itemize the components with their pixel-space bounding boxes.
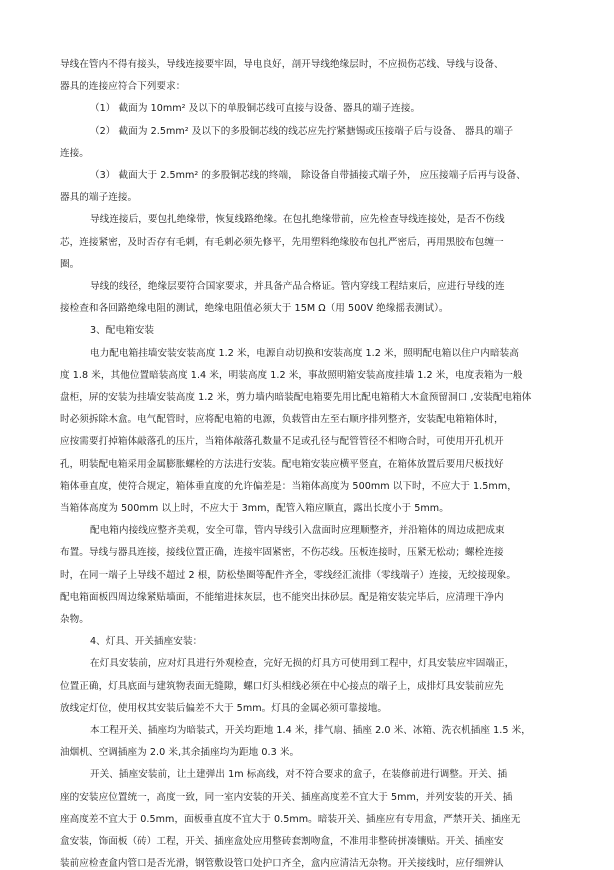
text-line: （2） 截面为 2.5mm² 及以下的多股铜芯线的线芯应先拧紧搪锡或压接端子后与设备、 器具的端子 — [90, 125, 514, 137]
text-line: 导线在管内不得有接头，导线连接要牢固，导电良好，剖开导线绝缘层时，不应损伤芯线、导线与设备、 — [60, 59, 504, 70]
text-line: 4、灯具、开关插座安装： — [90, 636, 203, 648]
text-line: 杂物。 — [60, 614, 89, 625]
text-line: （1） 截面为 10mm² 及以下的单股铜芯线可直接与设备、器具的端子连接。 — [90, 103, 421, 115]
text-line: 器具的连接应符合下列要求： — [60, 81, 186, 93]
text-line: 配电箱面板四周边缘紧贴墙面，不能缩进抹灰层，也不能突出抹砂层。配是箱安装完毕后，应清理干净内 — [60, 591, 504, 603]
text-line: 开关、插座安装前，让土建弹出 1m 标高线，对不符合要求的盒子，在装修前进行调整。开关、插 — [90, 769, 508, 781]
text-line: 导线的线径，绝缘层要符合国家要求，并具备产品合格证。管内穿线工程结束后，应进行导线的连 — [90, 281, 505, 292]
text-line: 盒安装，饰面板（砖）工程，开关、插座盒处应用整砖套割吻盒，不准用非整砖拼凑镶贴。开关、插座安 — [60, 836, 504, 847]
text-line: 3、配电箱安装 — [90, 325, 155, 337]
text-line: 电力配电箱挂墙安装安装高度 1.2 米，电源自动切换和安装高度 1.2 米，照明配电箱以住户内暗装高 — [90, 347, 519, 359]
text-line: 配电箱内接线应整齐美观，安全可靠，管内导线引入盘面时应理顺整齐，并沿箱体的周边成把成束 — [90, 525, 505, 537]
text-line: 盘柜，屏的安装为挂墙安装高度 1.2 米，剪力墙内暗装配电箱要先用比配电箱稍大木盒预留洞口 ,安装配电箱体 — [60, 392, 532, 403]
text-line: 本工程开关、插座均为暗装式，开关均距地 1.4 米，排气扇、插座 2.0 米、冰箱、洗衣机插座 1.5 米， — [90, 725, 531, 736]
text-line: 导线连接后，要包扎绝缘带，恢复线路绝缘。在包扎绝缘带前，应先检查导线连接处，是否不伤线 — [90, 214, 505, 226]
text-line: 接检查和各回路绝缘电阻的测试，绝缘电阻值必须大于 15M Ω（用 500V 绝缘摇表测试）。 — [60, 303, 449, 315]
text-line: 芯，连接紧密，及时否存有毛刺，有毛刺必须先修平，先用塑料绝缘胶布包扎严密后，再用黑胶布包缠一 — [60, 236, 504, 248]
text-line: 应按需要打掉箱体敲落孔的压片，当箱体敲落孔数量不足或孔径与配管管径不相吻合时，可使用开孔机开 — [60, 436, 504, 448]
text-line: 位置正确，灯具底面与建筑物表面无缝隙，螺口灯头相线必须在中心接点的端子上，成排灯具安装前应先 — [60, 680, 504, 692]
text-line: 座的安装应位置统一，高度一致，同一室内安装的开关、插座高度差不宜大于 5mm，并列安装的开关、插 — [60, 791, 513, 803]
text-line: 油烟机、空调插座为 2.0 米,其余插座均为距地 0.3 米。 — [60, 747, 300, 759]
text-line: 放线定灯位，使用权其安装后偏差不大于 5mm。灯具的金属必须可靠接地。 — [60, 702, 387, 714]
text-line: 度 1.8 米，其他位置暗装高度 1.4 米，明装高度 1.2 米，事故照明箱安装高度挂墙 1.2 米，电度表箱为一般 — [60, 369, 523, 381]
text-line: 圈。 — [60, 258, 80, 270]
text-line: 装前应检查盒内管口是否光滑，钢管敷设管口处护口齐全，盒内应清洁无杂物。开关接线时，应仔细辨认 — [60, 858, 504, 870]
text-line: 当箱体高度为 500mm 以上时，不应大于 3mm，配管入箱应顺直，露出长度小于 5mm。 — [60, 503, 449, 514]
text-line: 座高度差不宜大于 0.5mm，面板垂直度不宜大于 0.5mm。暗装开关、插座应有专用盒，严禁开关、插座无 — [60, 813, 521, 825]
text-line: （3） 截面大于 2.5mm² 的多股铜芯线的终端， 除设备自带插接式端子外， 应压接端子后再与设备、 — [90, 170, 526, 181]
text-line: 时必须拆除木盒。电气配管时，应将配电箱的电源，负载管由左至右顺序排列整齐，安装配电箱箱体时， — [60, 414, 504, 426]
text-line: 在灯具安装前，应对灯具进行外观检查，完好无损的灯具方可使用到工程中，灯具安装应牢固端正， — [90, 658, 515, 670]
text-line: 孔，明装配电箱采用金属膨胀螺栓的方法进行安装。配电箱安装应横平竖直，在箱体放置后要用尺板找好 — [60, 458, 504, 470]
text-line: 器具的端子连接。 — [60, 192, 138, 204]
text-line: 连接。 — [60, 147, 89, 159]
text-line: 布置。导线与器具连接，接线位置正确，连接牢固紧密，不伤芯线。压板连接时，压紧无松动；螺栓连接 — [60, 547, 504, 559]
text-line: 箱体垂直度，使符合规定，箱体垂直度的允许偏差是：当箱体高度为 500mm 以下时，不应大于 1.5mm， — [60, 480, 517, 492]
text-line: 时，在同一端子上导线不超过 2 根，防松垫圈等配件齐全，零线经汇流排（零线端子）连接，无绞接现象。 — [60, 569, 516, 581]
